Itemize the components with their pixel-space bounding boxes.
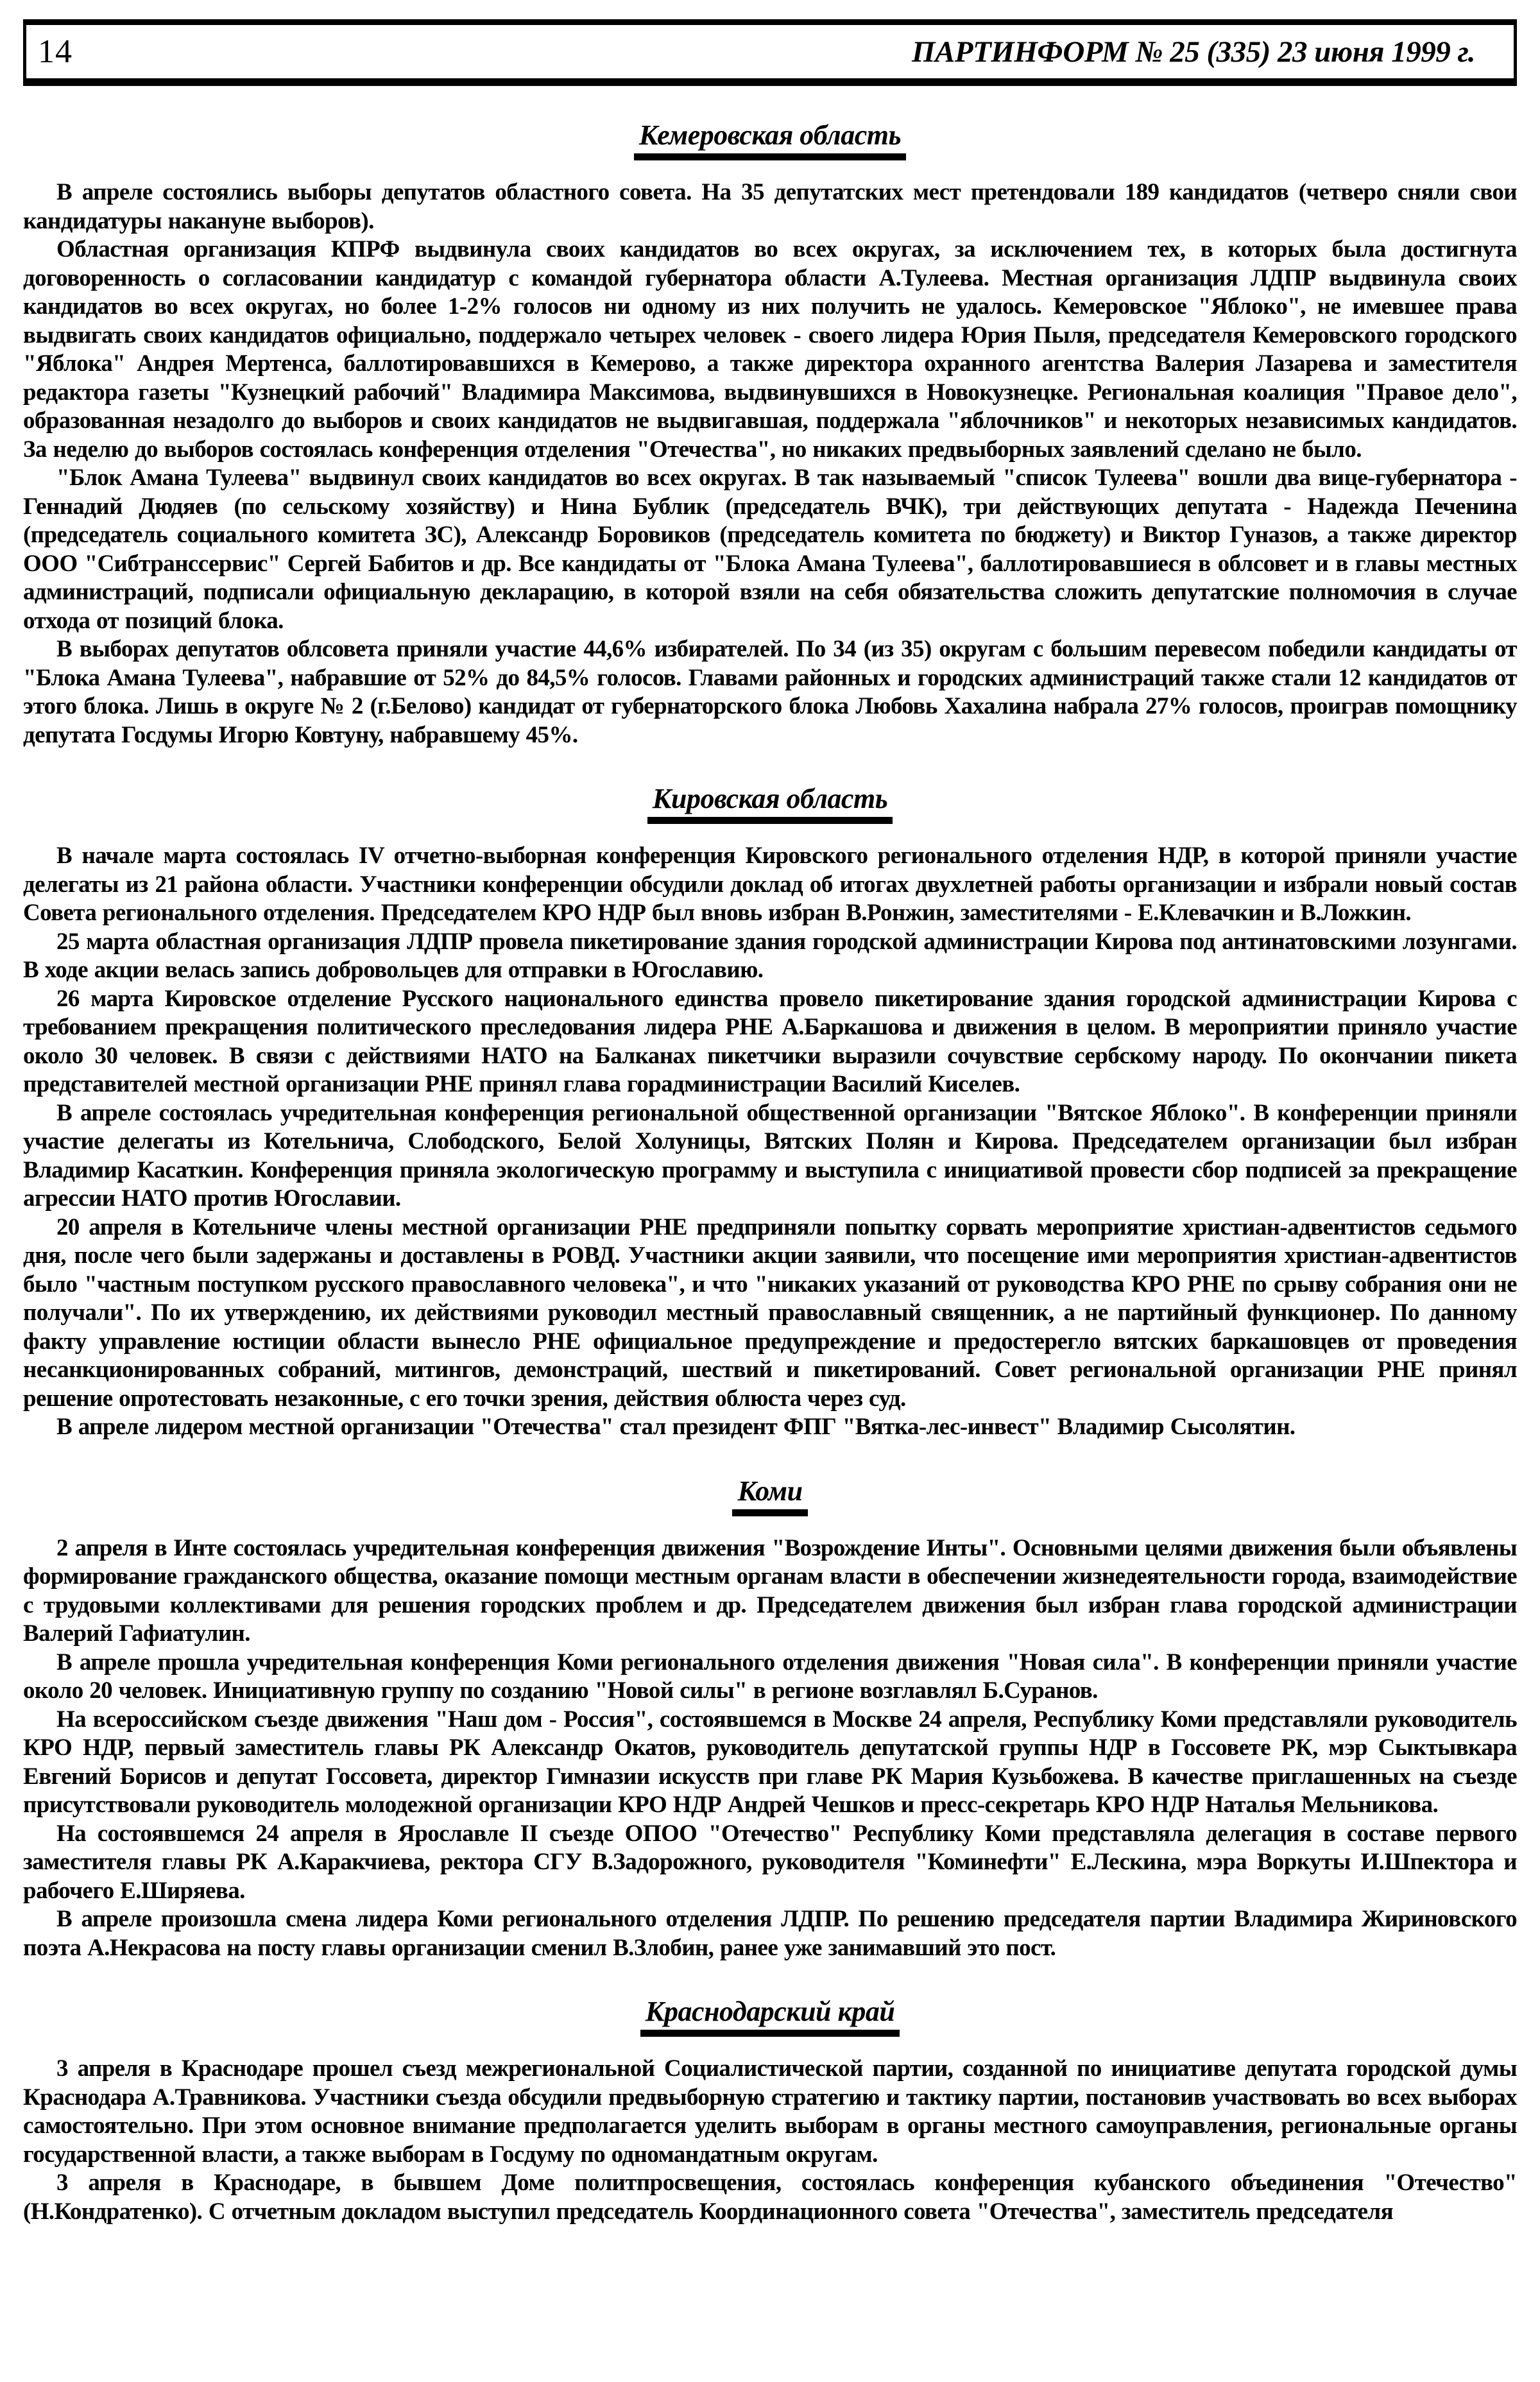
page-number: 14 <box>38 33 73 70</box>
section-title-text: Коми <box>732 1475 807 1516</box>
paragraph: На всероссийском съезде движения "Наш дом - Россия", состоявшемся в Москве 24 апреля, Республику Коми представляли руководитель КРО НДР, первый заместитель главы РК Александр Окатов, руководитель депутатской группы НДР в Госсовете РК, мэр Сыктывкара Евгений Борисов и депутат Госсовета, директор Гимназии искусств при главе РК Мария Кузьбожева. В качестве приглашенных на съезде присутствовали руководитель молодежной организации КРО НДР Андрей Чешков и пресс-секретарь КРО НДР Наталья Мельникова. <box>23 1706 1517 1818</box>
paragraph: 2 апреля в Инте состоялась учредительная конференция движения "Возрождение Инты". Основными целями движения были объявлены формирование гражданского общества, оказание помощи местным органам власти в обеспечении жизнедеятельности города, взаимодействие с трудовыми коллективами для решения городских проблем и др. Председателем движения был избран глава городской администрации Валерий Гафиатулин. <box>23 1534 1517 1647</box>
paragraph: 3 апреля в Краснодаре, в бывшем Доме политпросвещения, состоялась конференция кубанского объединения "Отечество" (Н.Кондратенко). С отчетным докладом выступил председатель Координационного совета "Отечества", заместитель председателя <box>23 2170 1517 2225</box>
paragraph: 3 апреля в Краснодаре прошел съезд межрегиональной Социалистической партии, созданной по инициативе депутата городской думы Краснодара А.Травникова. Участники съезда обсудили предвыборную стратегию и тактику партии, постановив участвовать во всех выборах самостоятельно. При этом основное внимание предполагается уделить выборам в органы местного самоуправления, региональные органы государственной власти, а также выборам в Госдуму по одномандатным округам. <box>23 2055 1517 2168</box>
region-section <box>23 1996 1517 2226</box>
paragraph: В апреле состоялась учредительная конференция региональной общественной организации "Вятское Яблоко". В конференции приняли участие делегаты из Котельнича, Слободского, Белой Холуницы, Вятских Полян и Кирова. Председателем организации был избран Владимир Касаткин. Конференция приняла экологическую программу и выступила с инициативой провести сбор подписей за прекращение агрессии НАТО против Югославии. <box>23 1099 1517 1212</box>
region-section <box>23 783 1517 1442</box>
paragraph: 20 апреля в Котельниче члены местной организации РНЕ предприняли попытку сорвать мероприятие христиан-адвентистов седьмого дня, после чего были задержаны и доставлены в РОВД. Участники акции заявили, что посещение ими мероприятия христиан-адвентистов было "частным поступком русского православного человека", и что "никаких указаний от руководства КРО РНЕ по срыву собрания они не получали". По их утверждению, их действиями руководил местный православный священник, а не партийный функционер. По данному факту управление юстиции области вынесло РНЕ официальное предупреждение и предостерегло вятских баркашовцев от проведения несанкционированных собраний, митингов, демонстраций, шествий и пикетирований. Совет региональной организации РНЕ принял решение опротестовать незаконные, с его точки зрения, действия облюста через суд. <box>23 1213 1517 1412</box>
section-title <box>23 1475 1517 1516</box>
paragraph: В выборах депутатов облсовета приняли участие 44,6% избирателей. По 34 (из 35) округам с большим перевесом победили кандидаты от "Блока Амана Тулеева", набравшие от 52% до 84,5% голосов. Главами районных и городских администраций также стали 12 кандидатов от этого блока. Лишь в округе № 2 (г.Белово) кандидат от губернаторского блока Любовь Хахалина набрала 27% голосов, проиграв помощнику депутата Госдумы Игорю Ковтуну, набравшему 45%. <box>23 636 1517 748</box>
section-title-text: Кемеровская область <box>634 119 906 160</box>
paragraph: В апреле состоялись выборы депутатов областного совета. На 35 депутатских мест претендовали 189 кандидатов (четверо сняли свои кандидатуры накануне выборов). <box>23 179 1517 234</box>
paragraph: 26 марта Кировское отделение Русского национального единства провело пикетирование здания городской администрации Кирова с требованием прекращения политического преследования лидера РНЕ А.Баркашова и движения в целом. В мероприятии приняло участие около 30 человек. В связи с действиями НАТО на Балканах пикетчики выразили сочувствие сербскому народу. По окончании пикета представителей местной организации РНЕ принял глава горадминистрации Василий Киселев. <box>23 985 1517 1097</box>
paragraph: В апреле лидером местной организации "Отечества" стал президент ФПГ "Вятка-лес-инвест" Владимир Сысолятин. <box>56 1414 1296 1440</box>
paragraph: В апреле произошла смена лидера Коми регионального отделения ЛДПР. По решению председателя партии Владимира Жириновского поэта А.Некрасова на посту главы организации сменил В.Злобин, ранее уже занимавший это пост. <box>23 1906 1517 1961</box>
paragraph: В апреле прошла учредительная конференция Коми регионального отделения движения "Новая сила". В конференции приняли участие около 20 человек. Инициативную группу по созданию "Новой силы" в регионе возглавлял Б.Суранов. <box>23 1649 1517 1704</box>
document-body <box>23 119 1517 2226</box>
paragraph: На состоявшемся 24 апреля в Ярославле II съезде ОПОО "Отечество" Республику Коми представляла делегация в составе первого заместителя главы РК А.Каракчиева, ректора СГУ В.Задорожного, руководителя "Коминефти" Е.Лескина, мэра Воркуты И.Шпектора и рабочего Е.Ширяева. <box>23 1820 1517 1904</box>
page-header <box>23 19 1517 86</box>
section-title-text: Кировская область <box>647 783 893 824</box>
section-title <box>23 1996 1517 2037</box>
issue-title: ПАРТИНФОРМ № 25 (335) 23 июня 1999 г. <box>911 35 1475 69</box>
paragraph: 25 марта областная организация ЛДПР провела пикетирование здания городской администрации Кирова под антинатовскими лозунгами. В ходе акции велась запись добровольцев для отправки в Югославию. <box>23 928 1517 983</box>
paragraph: В начале марта состоялась IV отчетно-выборная конференция Кировского регионального отделения НДР, в которой приняли участие делегаты из 21 района области. Участники конференции обсудили доклад об итогах двухлетней работы организации и избрали новый состав Совета регионального отделения. Председателем КРО НДР был вновь избран В.Ронжин, заместителями - Е.Клевачкин и В.Ложкин. <box>23 843 1517 926</box>
region-section <box>23 1475 1517 1963</box>
region-section <box>23 119 1517 750</box>
section-title <box>23 119 1517 160</box>
paragraph: "Блок Амана Тулеева" выдвинул своих кандидатов во всех округах. В так называемый "список Тулеева" вошли два вице-губернатора - Геннадий Дюдяев (по сельскому хозяйству) и Нина Бублик (председатель ВЧК), три действующих депутата - Надежда Печенина (председатель социального комитета ЗС), Александр Боровиков (председатель комитета по бюджету) и Виктор Гуназов, а также директор ООО "Сибтранссервис" Сергей Бабитов и др. Все кандидаты от "Блока Амана Тулеева", баллотировавшиеся в облсовет и в главы местных администраций, подписали официальную декларацию, в которой взяли на себя обязательства сложить депутатские полномочия в случае отхода от позиций блока. <box>23 465 1517 634</box>
section-title <box>23 783 1517 824</box>
section-title-text: Краснодарский край <box>640 1996 900 2037</box>
paragraph: Областная организация КПРФ выдвинула своих кандидатов во всех округах, за исключением тех, в которых была достигнута договоренность о согласовании кандидатур с командой губернатора области А.Тулеева. Местная организация ЛДПР выдвинула своих кандидатов во всех округах, но более 1-2% голосов ни одному из них получить не удалось. Кемеровское "Яблоко", не имевшее права выдвигать своих кандидатов официально, поддержало четырех человек - своего лидера Юрия Пыля, председателя Кемеровского городского "Яблока" Андрея Мертенса, баллотировавшихся в Кемерово, а также директора охранного агентства Валерия Лазарева и заместителя редактора газеты "Кузнецкий рабочий" Владимира Максимова, выдвинувшихся в Новокузнецке. Региональная коалиция "Правое дело", образованная незадолго до выборов и своих кандидатов не выдвигавшая, поддержала "яблочников" и некоторых независимых кандидатов. За неделю до выборов состоялась конференция отделения "Отечества", но никаких предвыборных заявлений сделано не было. <box>23 236 1517 463</box>
